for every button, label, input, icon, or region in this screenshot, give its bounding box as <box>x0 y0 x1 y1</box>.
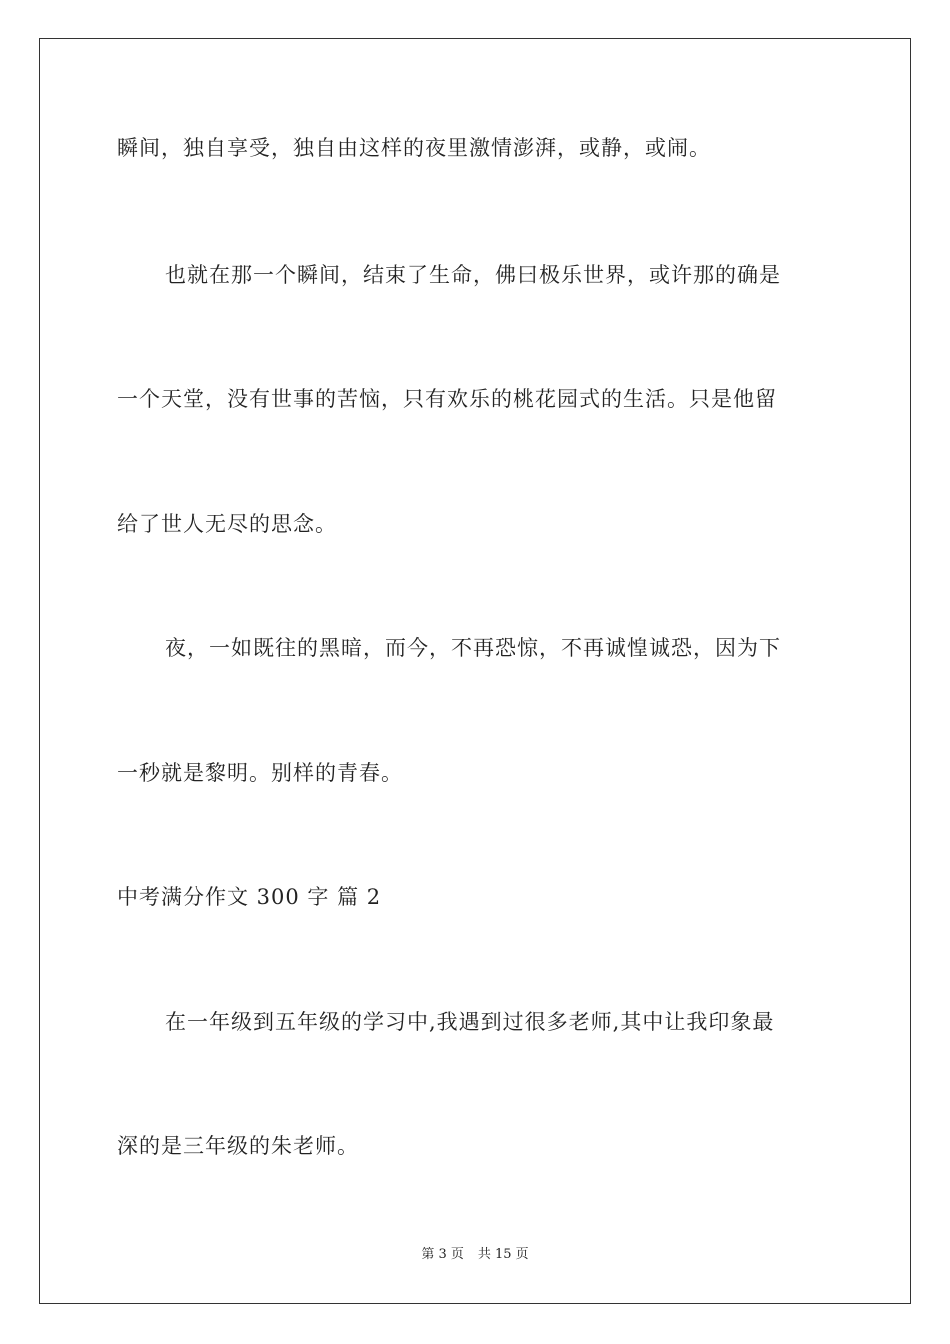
page-number: 第 3 页 <box>421 1247 464 1262</box>
text-line: 在一年级到五年级的学习中,我遇到过很多老师,其中让我印象最 <box>165 1010 775 1034</box>
text-line: 也就在那一个瞬间，结束了生命，佛曰极乐世界，或许那的确是 <box>165 263 781 287</box>
text-line: 瞬间，独自享受，独自由这样的夜里激情澎湃，或静，或闹。 <box>117 136 711 160</box>
text-line: 一秒就是黎明。别样的青春。 <box>117 761 403 785</box>
page-footer <box>0 1246 950 1264</box>
text-line: 给了世人无尽的思念。 <box>117 512 337 536</box>
text-line: 深的是三年级的朱老师。 <box>117 1134 359 1158</box>
text-line: 一个天堂，没有世事的苦恼，只有欢乐的桃花园式的生活。只是他留 <box>117 387 777 411</box>
text-line: 夜，一如既往的黑暗，而今，不再恐惊，不再诚惶诚恐，因为下 <box>165 636 781 660</box>
page-total: 共 15 页 <box>477 1247 529 1262</box>
page-border <box>39 38 911 1304</box>
section-heading: 中考满分作文 300 字 篇 2 <box>117 885 382 909</box>
